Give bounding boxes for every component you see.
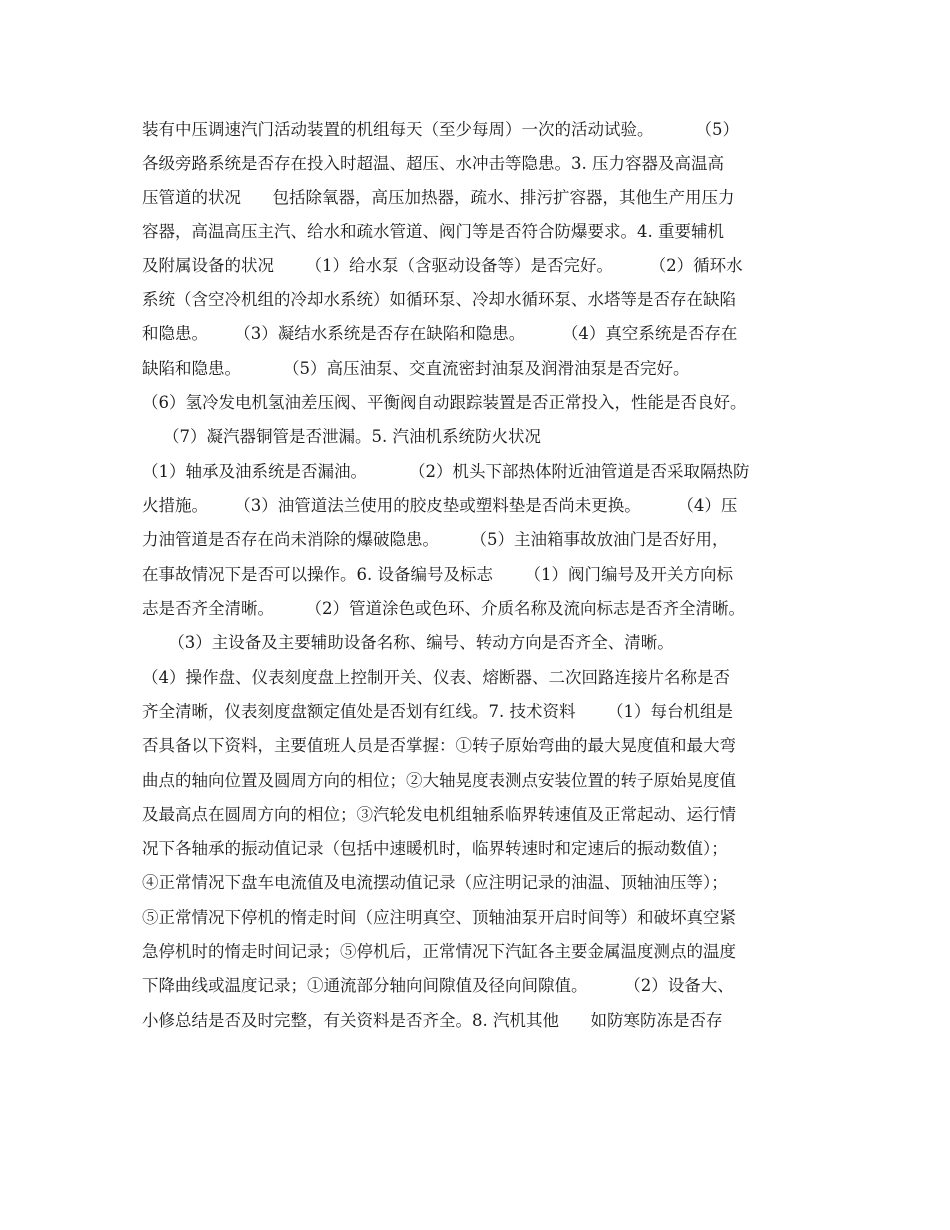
text-line: （1）轴承及油系统是否漏油。 （2）机头下部热体附近油管道是否采取隔热防: [142, 462, 750, 481]
text-line: 志是否齐全清晰。 （2）管道涂色或色环、介质名称及流向标志是否齐全清晰。: [142, 599, 745, 618]
text-line: 否具备以下资料，主要值班人员是否掌握：①转子原始弯曲的最大晃度值和最大弯: [142, 736, 736, 755]
text-line: 各级旁路系统是否存在投入时超温、超压、水冲击等隐患。3. 压力容器及高温高: [142, 154, 724, 173]
text-line: 火措施。 （3）油管道法兰使用的胶皮垫或塑料垫是否尚未更换。 （4）压: [142, 496, 738, 515]
text-line: ④正常情况下盘车电流值及电流摆动值记录（应注明记录的油温、顶轴油压等）；: [142, 873, 728, 892]
text-line: 系统（含空冷机组的冷却水系统）如循环泵、冷却水循环泵、水塔等是否存在缺陷: [142, 290, 736, 309]
text-line: 容器，高温高压主汽、给水和疏水管道、阀门等是否符合防爆要求。4. 重要辅机: [142, 222, 724, 241]
text-line: （3）主设备及主要辅助设备名称、编号、转动方向是否齐全、清晰。: [142, 633, 674, 652]
text-line: 下降曲线或温度记录；①通流部分轴向间隙值及径向间隙值。 （2）设备大、: [142, 976, 734, 995]
text-line: 装有中压调速汽门活动装置的机组每天（至少每周）一次的活动试验。 （5）: [142, 120, 739, 139]
text-line: （7）凝汽器铜管是否泄漏。5. 汽油机系统防火状况: [142, 427, 541, 446]
text-line: （6）氢冷发电机氢油差压阀、平衡阀自动跟踪装置是否正常投入，性能是否良好。: [142, 393, 747, 412]
text-line: 况下各轴承的振动值记录（包括中速暖机时，临界转速时和定速后的振动数值）；: [142, 839, 728, 858]
text-line: 齐全清晰，仪表刻度盘额定值处是否划有红线。7. 技术资料 （1）每台机组是: [142, 702, 733, 721]
text-line: （4）操作盘、仪表刻度盘上控制开关、仪表、熔断器、二次回路连接片名称是否: [142, 668, 730, 687]
text-line: 小修总结是否及时完整，有关资料是否齐全。8. 汽机其他 如防寒防冻是否存: [142, 1011, 723, 1030]
text-line: 及附属设备的状况 （1）给水泵（含驱动设备等）是否完好。 （2）循环水: [142, 256, 743, 275]
text-line: 在事故情况下是否可以操作。6. 设备编号及标志 （1）阀门编号及开关方向标: [142, 565, 733, 584]
text-line: 和隐患。 （3）凝结水系统是否存在缺陷和隐患。 （4）真空系统是否存在: [142, 324, 738, 343]
text-line: 及最高点在圆周方向的相位；③汽轮发电机组轴系临界转速值及正常起动、运行情: [142, 805, 736, 824]
text-line: 力油管道是否存在尚未消除的爆破隐患。 （5）主油箱事故放油门是否好用，: [142, 530, 729, 549]
text-line: ⑤正常情况下停机的惰走时间（应注明真空、顶轴油泵开启时间等）和破坏真空紧: [142, 908, 736, 927]
text-line: 缺陷和隐患。 （5）高压油泵、交直流密封油泵及润滑油泵是否完好。: [142, 359, 690, 378]
text-line: 压管道的状况 包括除氧器，高压加热器，疏水、排污扩容器，其他生产用压力: [142, 188, 735, 207]
text-line: 急停机时的惰走时间记录；⑤停机后，正常情况下汽缸各主要金属温度测点的温度: [142, 942, 736, 961]
text-line: 曲点的轴向位置及圆周方向的相位；②大轴晃度表测点安装位置的转子原始晃度值: [142, 771, 736, 790]
